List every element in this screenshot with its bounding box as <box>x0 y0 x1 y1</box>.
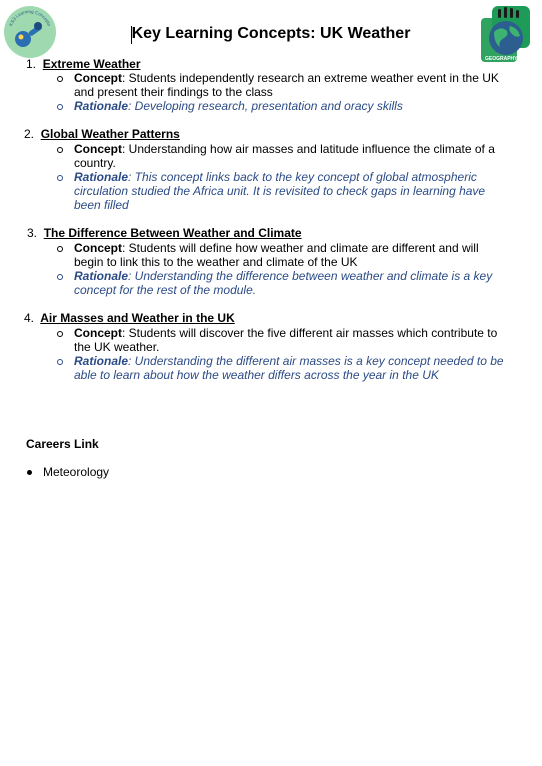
section-title: Global Weather Patterns <box>40 127 180 141</box>
rationale-text: Rationale: This concept links back to the key concept of global atmospheric circulation studied the Africa unit. It is revisited to check gaps in learning have been filled <box>74 170 486 212</box>
concept-text: Concept: Students will define how weather and climate are different and will begin to link this to the weather and climate of the UK <box>74 241 479 269</box>
rationale-text: Rationale: Understanding the different air masses is a key concept needed to be able to learn about how the weather differs across the year in the UK <box>74 354 504 382</box>
svg-text:KS3 Learning Concepts: KS3 Learning Concepts <box>8 9 52 27</box>
bullet-ring-icon <box>57 175 63 181</box>
section-heading-3: 3. The Difference Between Weather and Climate <box>27 226 302 240</box>
concept-text: Concept: Students independently research an extreme weather event in the UK and present their findings to the class <box>74 71 499 99</box>
svg-text:GEOGRAPHY: GEOGRAPHY <box>485 56 518 62</box>
section-title: The Difference Between Weather and Climate <box>43 226 302 240</box>
bullet-dot-icon <box>27 470 32 475</box>
bullet-ring-icon <box>57 76 63 82</box>
career-item: Meteorology <box>43 465 110 479</box>
bullet-ring-icon <box>57 331 63 337</box>
bullet-ring-icon <box>57 147 63 153</box>
bullet-ring-icon <box>57 274 63 280</box>
section-heading-1: 1. Extreme Weather <box>26 57 141 71</box>
concept-text: Concept: Understanding how air masses and latitude influence the climate of a country. <box>74 142 495 170</box>
rationale-text: Rationale: Developing research, presentation and oracy skills <box>74 99 403 113</box>
section-heading-2: 2. Global Weather Patterns <box>24 127 180 141</box>
bullet-ring-icon <box>57 246 63 252</box>
rationale-text: Rationale: Understanding the difference between weather and climate is a key concept for the rest of the module. <box>74 269 493 297</box>
section-title: Air Masses and Weather in the UK <box>40 311 235 325</box>
bullet-ring-icon <box>57 104 63 110</box>
careers-heading: Careers Link <box>26 437 99 451</box>
bullet-ring-icon <box>57 359 63 365</box>
concept-text: Concept: Students will discover the five different air masses which contribute to the UK weather. <box>74 326 498 354</box>
section-heading-4: 4. Air Masses and Weather in the UK <box>24 311 235 325</box>
page-title: Key Learning Concepts: UK Weather <box>131 25 411 42</box>
section-title: Extreme Weather <box>42 57 141 71</box>
